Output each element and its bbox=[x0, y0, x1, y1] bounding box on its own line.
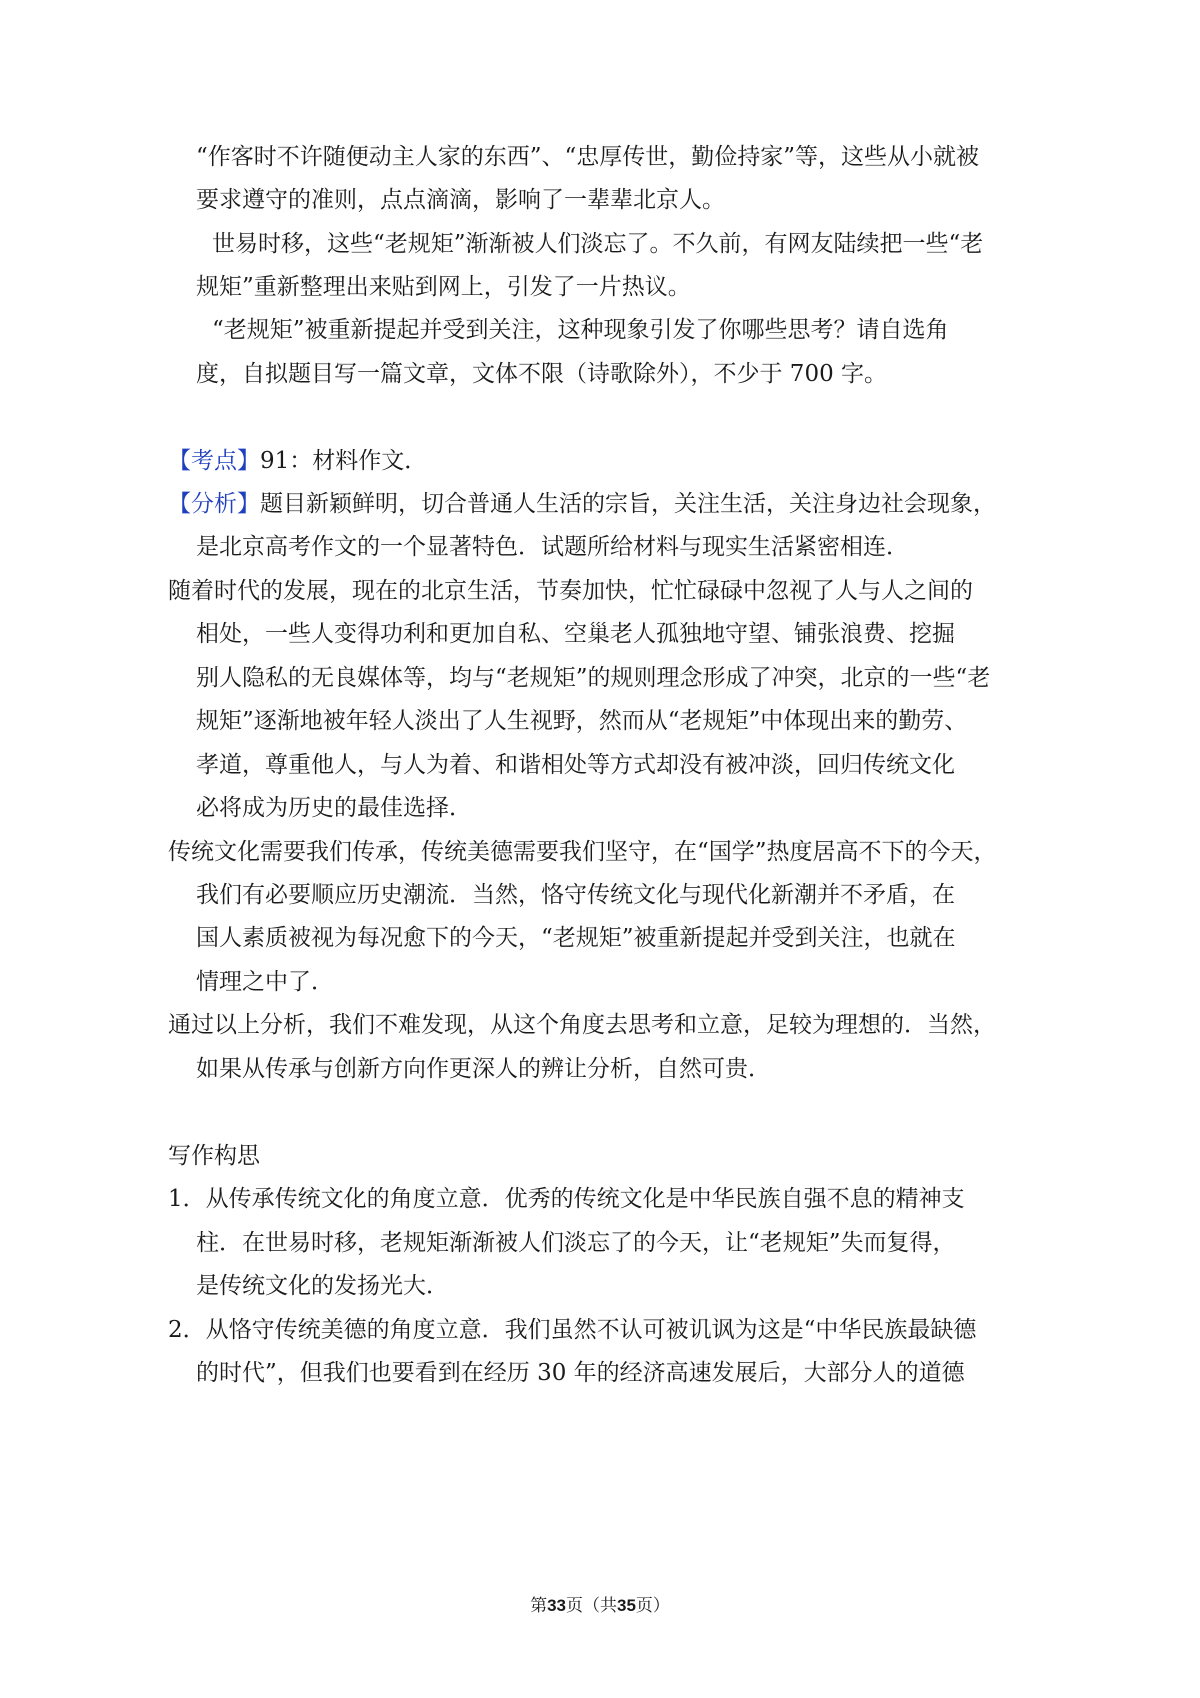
goussi-heading: 写作构思 bbox=[168, 1143, 260, 1169]
fenxi-line: 传统文化需要我们传承，传统美德需要我们坚守，在“国学”热度居高不下的今天， bbox=[168, 839, 997, 865]
kaodian-tag: 【考点】 bbox=[168, 448, 260, 474]
fenxi-line: 国人素质被视为每况愈下的今天，“老规矩”被重新提起并受到关注，也就在 bbox=[196, 925, 956, 951]
fenxi-first-line: 题目新颖鲜明，切合普通人生活的宗旨，关注生活，关注身边社会现象， bbox=[260, 491, 996, 517]
goussi-line: 柱．在世易时移，老规矩渐渐被人们淡忘了的今天，让“老规矩”失而复得， bbox=[196, 1230, 956, 1256]
fenxi-line: 相处，一些人变得功利和更加自私、空巢老人孤独地守望、铺张浪费、挖掘 bbox=[196, 621, 955, 647]
footer-prefix: 第 bbox=[530, 1596, 548, 1616]
material-line: “作客时不许随便动主人家的东西”、“忠厚传世，勤俭持家”等，这些从小就被 bbox=[196, 144, 980, 170]
fenxi-tag: 【分析】 bbox=[168, 491, 260, 517]
material-line: 规矩”重新整理出来贴到网上，引发了一片热议。 bbox=[196, 274, 691, 300]
fenxi-line: 随着时代的发展，现在的北京生活，节奏加快，忙忙碌碌中忽视了人与人之间的 bbox=[168, 578, 973, 604]
footer-middle: 页（共 bbox=[566, 1596, 617, 1616]
goussi-line: 是传统文化的发扬光大． bbox=[196, 1273, 449, 1299]
fenxi-line: 通过以上分析，我们不难发现，从这个角度去思考和立意，足较为理想的．当然， bbox=[168, 1012, 996, 1038]
fenxi-line: 是北京高考作文的一个显著特色．试题所给材料与现实生活紧密相连． bbox=[196, 534, 909, 560]
fenxi-row bbox=[168, 489, 996, 519]
material-line: 世易时移，这些“老规矩”渐渐被人们淡忘了。不久前，有网友陆续把一些“老 bbox=[212, 231, 984, 257]
fenxi-line: 如果从传承与创新方向作更深人的辨让分析，自然可贵． bbox=[196, 1056, 771, 1082]
goussi-line: 1．从传承传统文化的角度立意．优秀的传统文化是中华民族自强不息的精神支 bbox=[168, 1186, 965, 1212]
fenxi-line: 孝道，尊重他人，与人为着、和谐相处等方式却没有被冲淡，回归传统文化 bbox=[196, 752, 955, 778]
kaodian-text: 91：材料作文． bbox=[260, 448, 428, 474]
footer-suffix: 页） bbox=[635, 1596, 670, 1616]
fenxi-line: 别人隐私的无良媒体等，均与“老规矩”的规则理念形成了冲突，北京的一些“老 bbox=[196, 665, 991, 691]
goussi-line: 2．从恪守传统美德的角度立意．我们虽然不认可被讥讽为这是“中华民族最缺德 bbox=[168, 1317, 977, 1343]
fenxi-line: 我们有必要顺应历史潮流．当然，恪守传统文化与现代化新潮并不矛盾，在 bbox=[196, 882, 955, 908]
fenxi-line: 情理之中了． bbox=[196, 969, 334, 995]
material-line: 要求遵守的准则，点点滴滴，影响了一辈辈北京人。 bbox=[196, 187, 725, 213]
footer-total-pages: 35 bbox=[617, 1596, 636, 1615]
goussi-line: 的时代”，但我们也要看到在经历 30 年的经济高速发展后，大部分人的道德 bbox=[196, 1360, 965, 1386]
kaodian-row bbox=[168, 446, 427, 476]
material-line: 度，自拟题目写一篇文章，文体不限（诗歌除外），不少于 700 字。 bbox=[196, 361, 888, 387]
material-line: “老规矩”被重新提起并受到关注，这种现象引发了你哪些思考？请自选角 bbox=[212, 317, 949, 343]
footer-page-number: 33 bbox=[547, 1596, 566, 1615]
fenxi-line: 规矩”逐渐地被年轻人淡出了人生视野，然而从“老规矩”中体现出来的勤劳、 bbox=[196, 708, 968, 734]
fenxi-line: 必将成为历史的最佳选择． bbox=[196, 795, 472, 821]
page-footer bbox=[0, 1594, 1200, 1618]
